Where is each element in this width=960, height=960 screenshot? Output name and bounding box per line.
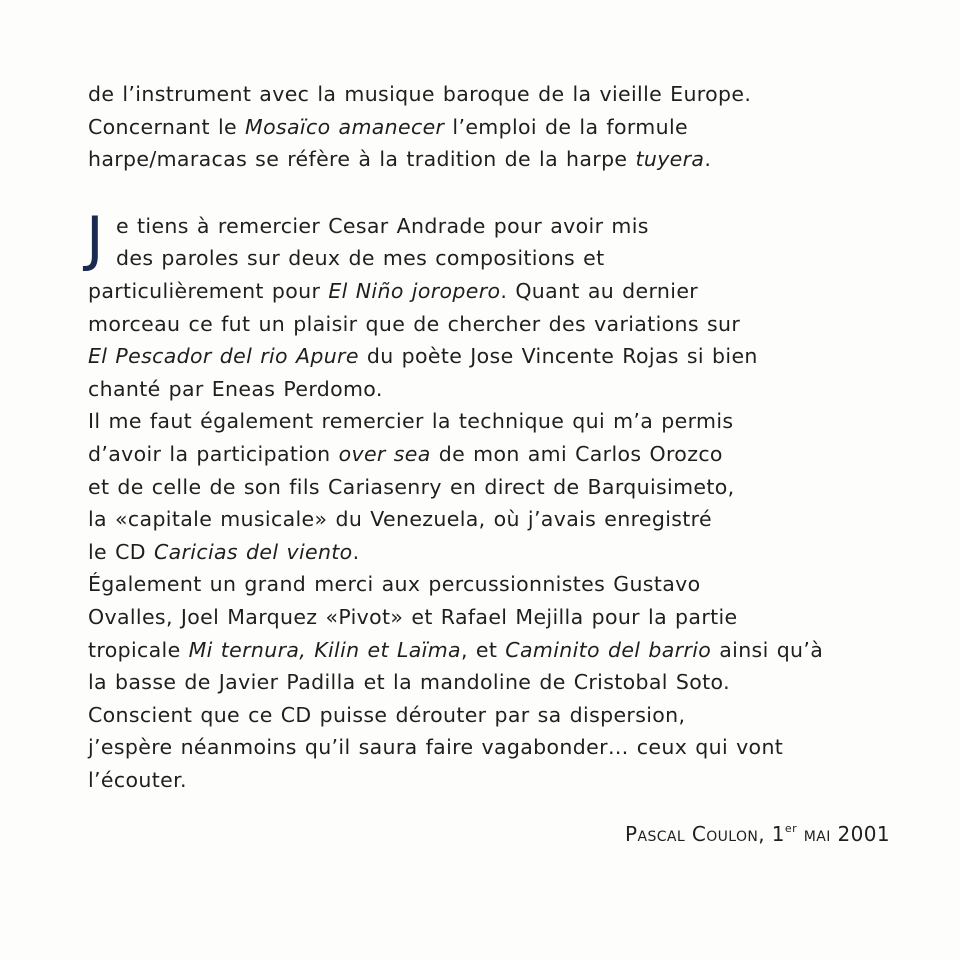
text-line: Également un grand merci aux percussionnistes Gustavo [88, 572, 701, 597]
text-line: des paroles sur deux de mes compositions et [116, 246, 605, 271]
text-span: particulièrement pour [88, 278, 329, 303]
text-line: chanté par Eneas Perdomo. [88, 376, 383, 401]
italic-title: Mosaïco amanecer [245, 114, 445, 139]
signature [625, 822, 890, 846]
italic-title: El Niño joropero [328, 278, 501, 303]
text-span: tropicale [88, 637, 189, 662]
text-span: harpe/maracas se réfère à la tradition de la harpe [88, 147, 636, 172]
italic-title: Caricias del viento [153, 539, 353, 564]
text-span: , [758, 822, 772, 846]
text-span: l’emploi de la formule [444, 114, 688, 139]
letter-body [88, 78, 908, 796]
text-line [88, 275, 908, 308]
italic-title: Caminito del barrio [505, 637, 712, 662]
author-name: Pascal Coulon [625, 822, 759, 846]
text-line [88, 536, 908, 569]
text-line: de l’instrument avec la musique baroque de la vieille Europe. [88, 82, 752, 106]
text-line [88, 340, 908, 373]
italic-title: Mi ternura, Kilin et Laïma [188, 637, 461, 662]
italic-title: El Pescador del rio Apure [88, 344, 359, 369]
text-span: ainsi qu’à [711, 637, 824, 662]
italic-term: over sea [338, 441, 431, 466]
italic-term: tuyera [635, 147, 705, 172]
date-ordinal: er [784, 822, 797, 835]
text-line [88, 634, 908, 667]
text-span: . [352, 539, 360, 564]
text-span: le CD [88, 539, 154, 564]
paragraph-gap [88, 176, 908, 210]
text-span: , et [460, 637, 506, 662]
paragraph-1 [88, 78, 908, 176]
text-line [88, 111, 908, 144]
text-line: Ovalles, Joel Marquez «Pivot» et Rafael Mejilla pour la partie [88, 604, 738, 629]
date-day: 1 [771, 822, 785, 846]
text-line: Il me faut également remercier la technique qui m’a permis [88, 409, 734, 434]
text-span: . [704, 147, 712, 172]
text-line: Conscient que ce CD puisse dérouter par sa dispersion, [88, 702, 686, 727]
date-month: mai [797, 822, 838, 846]
text-line: la «capitale musicale» du Venezuela, où j’avais enregistré [88, 507, 712, 532]
drop-cap-letter: J [86, 203, 105, 274]
text-span: de mon ami Carlos Orozco [430, 441, 723, 466]
text-line: morceau ce fut un plaisir que de chercher des variations sur [88, 311, 741, 336]
text-line [88, 438, 908, 471]
dropcap-block [86, 203, 908, 275]
text-span: du poète Jose Vincente Rojas si bien [358, 344, 758, 369]
text-line: la basse de Javier Padilla et la mandoline de Cristobal Soto. [88, 670, 730, 695]
paragraph-2 [86, 203, 908, 797]
text-span: d’avoir la participation [88, 441, 339, 466]
text-line: j’espère néanmoins qu’il saura faire vagabonder… ceux qui vont [88, 735, 784, 760]
text-span: . Quant au dernier [500, 278, 699, 303]
text-line: e tiens à remercier Cesar Andrade pour avoir mis [116, 213, 649, 238]
text-line [88, 143, 908, 176]
date-year: 2001 [837, 822, 890, 846]
text-span: Concernant le [88, 114, 246, 139]
text-line: et de celle de son fils Cariasenry en direct de Barquisimeto, [88, 474, 735, 499]
text-line: l’écouter. [88, 767, 187, 792]
